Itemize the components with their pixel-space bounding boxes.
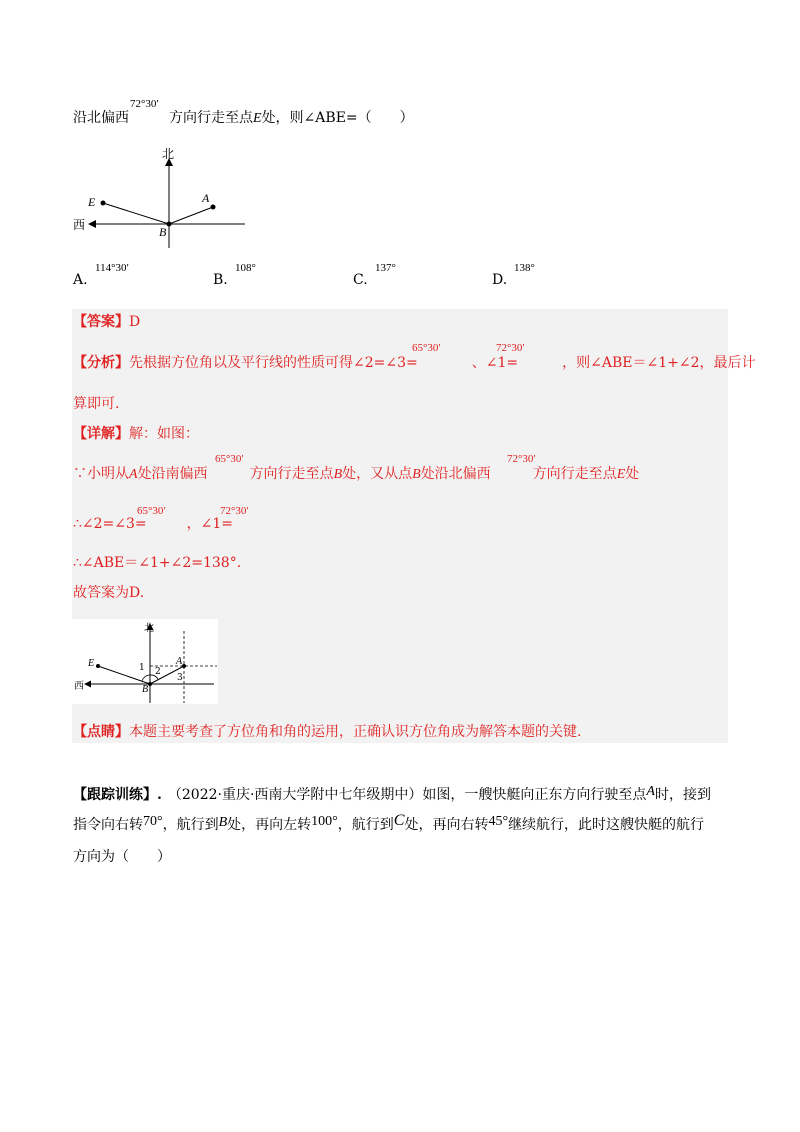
option-b-key: B. (213, 272, 228, 288)
question-tail: 处，则∠ABE=（ ） (261, 110, 414, 126)
detail-l2-a: ∴∠2=∠3= (73, 516, 147, 532)
option-c[interactable] (353, 262, 396, 288)
option-a-key: A. (73, 272, 88, 288)
practice-line-3: 方向为（ ） (73, 849, 171, 865)
practice-point-a: A (646, 784, 655, 799)
option-c-key: C. (353, 272, 368, 288)
question-point: E (253, 111, 262, 126)
practice-angle-70: 70° (143, 814, 163, 829)
analysis-angle-1: 65°30′ (412, 342, 441, 354)
detail-l1-a: ∵小明从 (73, 466, 129, 482)
detail-l2-angle-2: 72°30′ (220, 505, 249, 517)
option-d-key: D. (492, 272, 508, 288)
diagram2-label-a: A (176, 656, 183, 667)
comment-text: 本题主要考查了方位角和角的运用，正确认识方位角成为解答本题的关键. (129, 724, 582, 740)
question-text (73, 108, 414, 129)
analysis-text-1: 先根据方位角以及平行线的性质可得∠2=∠3= (129, 355, 418, 371)
comment-line (73, 722, 581, 742)
analysis-text-3: ，则∠ABE＝∠1+∠2，最后计 (562, 355, 756, 371)
detail-l1-b: A (129, 467, 138, 482)
practice-l2-b: ，航行到 (162, 817, 219, 833)
diagram2-label-b: B (142, 684, 149, 695)
detail-l2-b: ，∠1= (186, 516, 234, 532)
analysis-tag: 【分析】 (73, 355, 129, 371)
practice-l2-c: 处，再向左转 (227, 817, 312, 833)
diagram2-angle-3: 3 (177, 673, 183, 683)
practice-l1-a: （2022·重庆·西南大学附中七年级期中）如图，一艘快艇向正东方向行驶至点 (167, 787, 647, 803)
practice-tag: 【跟踪训练】. (73, 787, 162, 803)
detail-l2-angle-1: 65°30′ (137, 505, 166, 517)
option-a[interactable] (73, 262, 129, 288)
detail-l1-k: 处 (625, 466, 640, 482)
option-b[interactable] (213, 262, 256, 288)
practice-l2-a: 指令向右转 (73, 817, 143, 833)
diagram1-label-b: B (159, 225, 167, 239)
detail-l1-i: 方向行走至点 (532, 466, 617, 482)
diagram1-north-label: 北 (162, 147, 175, 161)
detail-line-1 (73, 464, 639, 485)
practice-line-2 (73, 812, 705, 836)
diagram2-angle-2: 2 (155, 667, 161, 677)
practice-l1-b: 时，接到 (654, 787, 711, 803)
detail-l1-d: 方向行走至点 (249, 466, 334, 482)
diagram1-west-label: 西 (73, 218, 86, 232)
diagram1-label-a: A (202, 191, 210, 205)
diagram1-label-e: E (88, 195, 96, 209)
option-c-value: 137° (375, 262, 396, 274)
practice-angle-45: 45° (488, 814, 509, 829)
diagram2-north-label: 北 (144, 623, 154, 634)
detail-l1-angle-2: 72°30′ (507, 453, 536, 465)
option-b-value: 108° (235, 262, 256, 274)
question-after: 方向行走至点 (169, 110, 253, 126)
detail-line-2 (73, 514, 233, 534)
diagram2-west-label: 西 (74, 681, 84, 692)
diagram2-label-e: E (88, 658, 95, 669)
answer-tag: 【答案】 (73, 314, 129, 330)
detail-line-4: 故答案为D. (73, 585, 145, 601)
detail-line-3: ∴∠ABE＝∠1+∠2=138°. (73, 555, 242, 571)
option-a-value: 114°30′ (95, 262, 129, 274)
comment-tag: 【点睛】 (73, 724, 129, 740)
detail-l1-e: B (333, 467, 343, 482)
detail-l1-h: 处沿北偏西 (420, 466, 491, 482)
detail-intro: 解：如图： (129, 426, 199, 442)
detail-l1-g: B (412, 467, 421, 482)
question-angle: 72°30′ (130, 98, 159, 110)
question-lead: 沿北偏西 (73, 110, 129, 126)
diagram2-angle-1: 1 (139, 663, 145, 673)
practice-point-b: B (218, 815, 228, 830)
practice-angle-100: 100° (311, 814, 338, 829)
detail-l1-c: 处沿南偏西 (137, 466, 208, 482)
detail-l1-f: 处，又从点 (342, 466, 413, 482)
practice-l2-e: 处，再向右转 (404, 817, 489, 833)
answer-value: D (129, 314, 141, 330)
analysis-line (73, 353, 755, 373)
analysis-text-2: 、∠1= (471, 355, 519, 371)
analysis-line-2: 算即可. (73, 396, 120, 412)
practice-l2-d: ，航行到 (337, 817, 394, 833)
option-d-value: 138° (514, 262, 535, 274)
analysis-angle-2: 72°30′ (496, 342, 525, 354)
answer-line (73, 312, 140, 332)
practice-l2-f: 继续航行，此时这艘快艇的航行 (508, 817, 705, 833)
option-d[interactable] (492, 262, 535, 288)
detail-line-0 (73, 424, 199, 444)
detail-tag: 【详解】 (73, 426, 129, 442)
detail-l1-j: E (616, 467, 626, 482)
practice-point-c: C (393, 812, 405, 829)
practice-line-1 (73, 785, 711, 806)
detail-l1-angle-1: 65°30′ (215, 453, 244, 465)
